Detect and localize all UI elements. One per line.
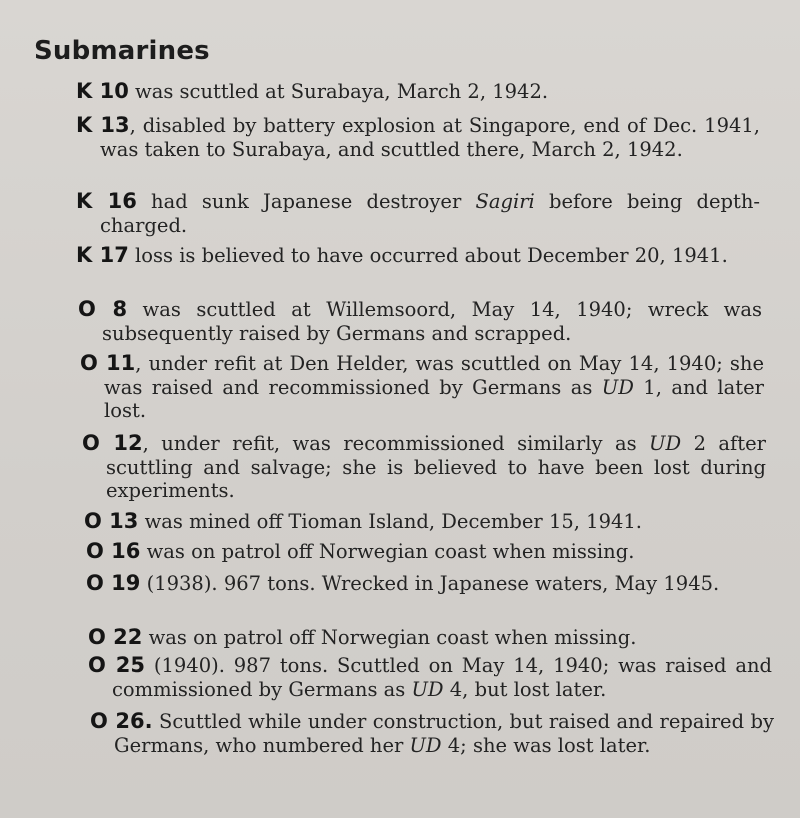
submarine-name: O 11 — [80, 351, 136, 375]
entry-text: was on patrol off Norwegian coast when missing. — [140, 540, 635, 563]
entry-text: Scuttled while under construction, but raised and repaired by Germans, who numbered her — [114, 710, 774, 757]
submarine-name: O 22 — [88, 625, 143, 649]
submarine-name: O 26. — [90, 709, 153, 733]
entry-text: 4; she was lost later. — [441, 733, 651, 757]
designation-italic: UD — [601, 375, 634, 399]
submarine-name: O 19 — [86, 571, 141, 595]
entry-o8 — [78, 298, 762, 345]
entry-text: (1940). 987 tons. Scuttled on May 14, 1940; was raised and commissioned by Germans as — [112, 654, 772, 701]
submarine-name: K 17 — [76, 243, 129, 267]
entry-text: was on patrol off Norwegian coast when missing. — [142, 626, 637, 649]
entry-text: 4, but lost later. — [443, 677, 607, 701]
submarine-name: O 16 — [86, 539, 141, 563]
submarine-name: K 16 — [76, 189, 137, 213]
entry-text: had sunk Japanese destroyer — [136, 190, 476, 213]
entry-text: was mined off Tioman Island, December 15, 1941. — [138, 510, 642, 533]
entry-text: , under refit at Den Helder, was scuttled on May 14, 1940; she was raised and recommissioned by Germans as — [104, 352, 764, 399]
entry-text: (1938). 967 tons. Wrecked in Japanese waters, May 1945. — [140, 572, 720, 595]
section-heading: Submarines — [34, 36, 210, 66]
entry-o16 — [86, 540, 770, 564]
entry-k17 — [76, 244, 760, 268]
submarine-name: K 13 — [76, 113, 130, 137]
entry-text: 2 after scuttling and salvage; she is believed to have been lost during experiments. — [106, 432, 766, 502]
entry-text: 1, and later lost. — [104, 375, 764, 422]
designation-italic: UD — [409, 733, 442, 757]
entry-text: was scuttled at Surabaya, March 2, 1942. — [128, 80, 549, 103]
entry-k10 — [76, 80, 748, 104]
entry-text: before being depth-charged. — [100, 190, 761, 237]
entry-o13 — [84, 510, 768, 534]
entry-k16 — [76, 190, 760, 237]
submarine-name: O 25 — [88, 653, 146, 677]
entry-o22 — [88, 626, 772, 650]
designation-italic: UD — [411, 677, 444, 701]
submarine-name: O 8 — [78, 297, 128, 321]
entry-o19 — [86, 572, 770, 596]
entry-text: , under refit, was recommissioned similarly as — [142, 432, 650, 455]
entry-o26 — [90, 710, 774, 757]
ship-name-italic: Sagiri — [475, 190, 535, 213]
submarine-name: O 12 — [82, 431, 143, 455]
submarine-name: O 13 — [84, 509, 139, 533]
entry-text: loss is believed to have occurred about December 20, 1941. — [128, 244, 728, 267]
designation-italic: UD — [649, 432, 682, 455]
entry-o12 — [82, 432, 766, 503]
entry-text: , disabled by battery explosion at Singapore, end of Dec. 1941, was taken to Surabaya, and scuttled there, March 2, 1942. — [100, 114, 761, 161]
entry-o11 — [80, 352, 764, 423]
entry-o25 — [88, 654, 772, 701]
entry-k13 — [76, 114, 760, 161]
entry-text: was scuttled at Willemsoord, May 14, 1940; wreck was subsequently raised by Germans and scrapped. — [102, 298, 762, 345]
submarine-name: K 10 — [76, 79, 129, 103]
